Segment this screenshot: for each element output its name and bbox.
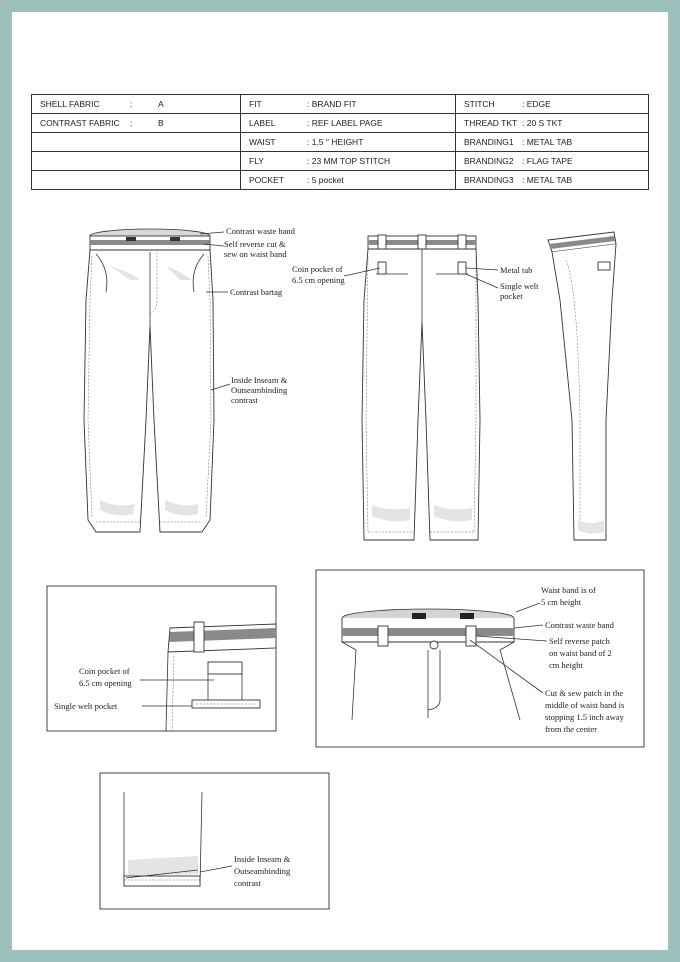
svg-text:pocket: pocket bbox=[500, 291, 523, 301]
callout-contrast-bartag: Contrast bartag bbox=[230, 287, 283, 297]
spec-key: FIT bbox=[249, 99, 262, 109]
detail-inseam-label: Inside Inseam & bbox=[234, 854, 291, 864]
front-callouts bbox=[200, 226, 296, 405]
svg-text:on waist band of 2: on waist band of 2 bbox=[549, 648, 612, 658]
svg-text:Outseambinding: Outseambinding bbox=[231, 385, 288, 395]
spec-key: CONTRAST FABRIC bbox=[40, 118, 120, 128]
spec-separator: : bbox=[130, 118, 133, 128]
spec-key: BRANDING3 bbox=[464, 175, 514, 185]
svg-text:contrast: contrast bbox=[234, 878, 261, 888]
spec-key: BRANDING1 bbox=[464, 137, 514, 147]
detail-contrast-band: Contrast waste band bbox=[545, 620, 614, 630]
spec-value: A bbox=[158, 99, 164, 109]
svg-text:5 cm height: 5 cm height bbox=[541, 597, 582, 607]
callout-metal-tab: Metal tab bbox=[500, 265, 533, 275]
svg-text:contrast: contrast bbox=[231, 395, 258, 405]
spec-value: : 1.5 " HEIGHT bbox=[307, 137, 364, 147]
spec-value: : FLAG TAPE bbox=[522, 156, 573, 166]
spec-value: : 5 pocket bbox=[307, 175, 344, 185]
spec-key: SHELL FABRIC bbox=[40, 99, 100, 109]
callout-contrast-waste-band: Contrast waste band bbox=[226, 226, 295, 236]
spec-value: : REF LABEL PAGE bbox=[307, 118, 383, 128]
svg-text:middle of waist band is: middle of waist band is bbox=[545, 700, 625, 710]
spec-key: BRANDING2 bbox=[464, 156, 514, 166]
detail-waist-height: Waist band is of bbox=[541, 585, 596, 595]
callout-coin-pocket-back: Coin pocket of bbox=[292, 264, 343, 274]
callout-single-welt: Single welt bbox=[500, 281, 539, 291]
spec-value: B bbox=[158, 118, 164, 128]
side-view-pants bbox=[548, 232, 616, 540]
svg-text:stopping 1.5 inch away: stopping 1.5 inch away bbox=[545, 712, 624, 722]
spec-value: : 20 S TKT bbox=[522, 118, 563, 128]
detail-coin-pocket-label: Coin pocket of bbox=[79, 666, 130, 676]
hem-detail-box bbox=[100, 773, 329, 909]
spec-key: FLY bbox=[249, 156, 264, 166]
svg-text:6.5 cm opening: 6.5 cm opening bbox=[79, 678, 132, 688]
spec-key: STITCH bbox=[464, 99, 495, 109]
spec-value: : METAL TAB bbox=[522, 137, 573, 147]
front-view-pants bbox=[84, 229, 214, 532]
spec-value: : BRAND FIT bbox=[307, 99, 357, 109]
spec-key: WAIST bbox=[249, 137, 276, 147]
svg-text:Outseambinding: Outseambinding bbox=[234, 866, 291, 876]
svg-text:cm height: cm height bbox=[549, 660, 583, 670]
spec-separator: : bbox=[130, 99, 133, 109]
detail-cut-sew-patch: Cut & sew patch in the bbox=[545, 688, 624, 698]
spec-value: : METAL TAB bbox=[522, 175, 573, 185]
spec-value: : 23 MM TOP STITCH bbox=[307, 156, 391, 166]
detail-self-reverse-patch: Self reverse patch bbox=[549, 636, 610, 646]
svg-text:sew on waist band: sew on waist band bbox=[224, 249, 287, 259]
svg-text:from the center: from the center bbox=[545, 724, 597, 734]
spec-key: THREAD TKT bbox=[464, 118, 518, 128]
spec-key: POCKET bbox=[249, 175, 284, 185]
back-view-pants bbox=[362, 235, 480, 540]
callout-inseam-front: Inside Inseam & bbox=[231, 375, 288, 385]
callout-self-reverse: Self reverse cut & bbox=[224, 239, 286, 249]
spec-key: LABEL bbox=[249, 118, 276, 128]
detail-welt-pocket-label: Single welt pocket bbox=[54, 701, 118, 711]
svg-text:6.5 cm opening: 6.5 cm opening bbox=[292, 275, 345, 285]
spec-value: : EDGE bbox=[522, 99, 551, 109]
